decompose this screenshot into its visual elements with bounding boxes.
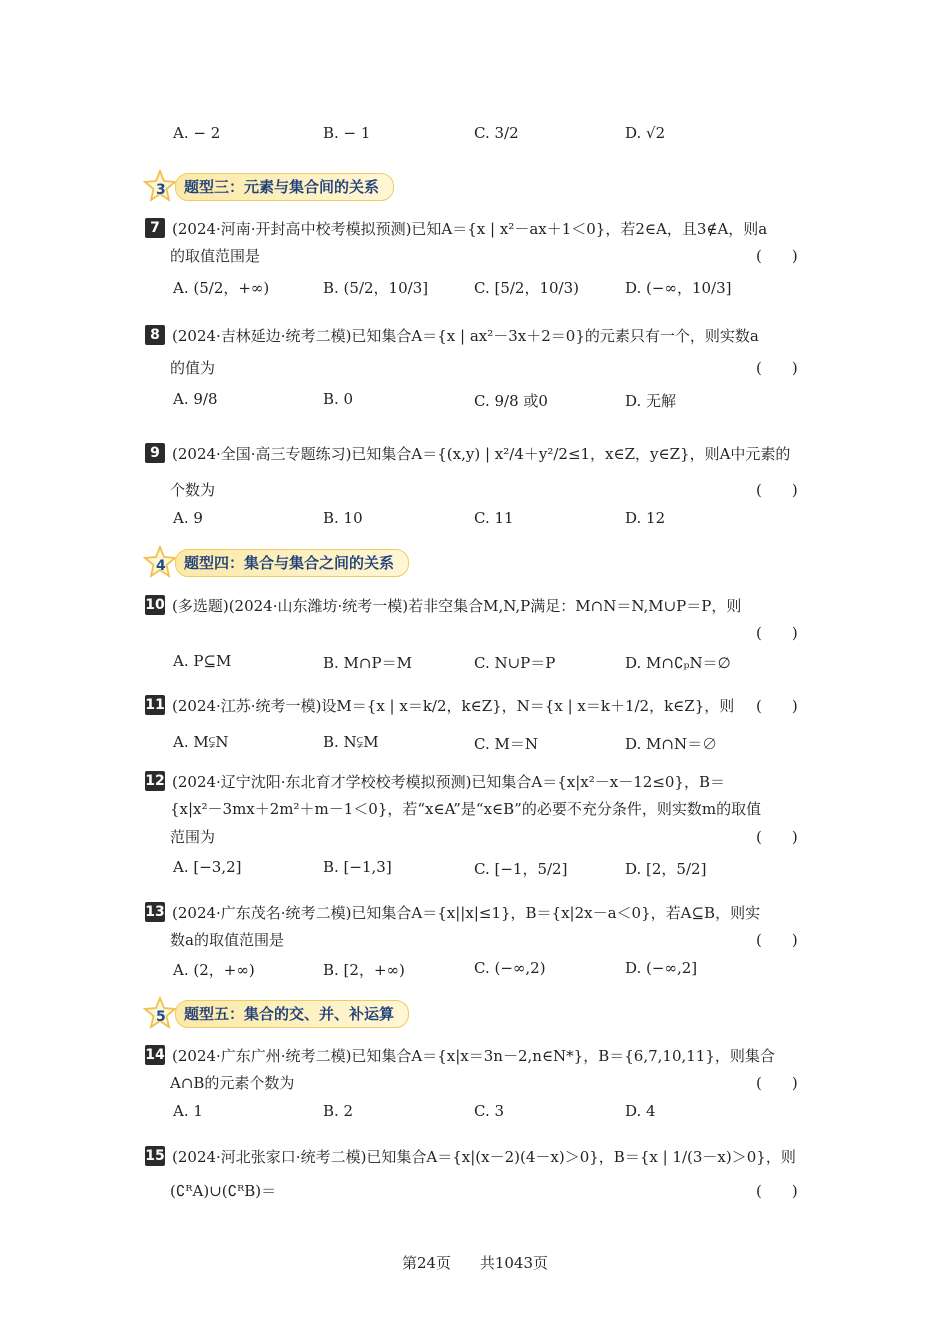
option-d: D. M∩∁ₚN＝∅ bbox=[625, 654, 731, 672]
page-number: 第24页 bbox=[401, 1254, 452, 1272]
question-number-12: 12 bbox=[145, 773, 165, 789]
option-b: B. 0 bbox=[323, 390, 354, 408]
option-b: B. − 1 bbox=[323, 124, 371, 142]
option-a: A. (5/2，+∞) bbox=[173, 279, 270, 297]
option-b: B. [−1,3] bbox=[323, 858, 392, 876]
option-a: A. (2，+∞) bbox=[173, 961, 255, 979]
question-7-line-2: 的取值范围是 bbox=[170, 247, 261, 265]
question-8-options bbox=[173, 390, 793, 420]
question-9-options bbox=[173, 509, 793, 539]
option-b: B. [2，+∞) bbox=[323, 961, 405, 979]
question-14-options bbox=[173, 1102, 793, 1132]
option-b: B. 2 bbox=[323, 1102, 354, 1120]
option-d: D. (−∞,2] bbox=[625, 959, 698, 977]
question-14-line-1: (2024·广东广州·统考二模)已知集合A＝{x|x＝3n－2,n∈N*}，B＝{6,7,10,11}，则集合 bbox=[172, 1047, 775, 1065]
question-7-options bbox=[173, 277, 793, 307]
question-9-line-2: 个数为 bbox=[170, 481, 216, 499]
answer-blank: ( ) bbox=[756, 697, 798, 715]
question-12-line-2: {x|x²－3mx＋2m²＋m－1＜0}，若“x∈A”是“x∈B”的必要不充分条件，则实数m的取值 bbox=[170, 800, 762, 818]
page-total: 共1043页 bbox=[479, 1254, 549, 1272]
option-c: C. [5/2，10/3) bbox=[474, 279, 580, 297]
question-14-line-2: A∩B的元素个数为 bbox=[170, 1074, 295, 1092]
option-d: D. 4 bbox=[625, 1102, 656, 1120]
question-number-11: 11 bbox=[145, 697, 165, 713]
option-b: B. N⫋M bbox=[323, 733, 379, 751]
question-15-line-1: (2024·河北张家口·统考二模)已知集合A＝{x|(x－2)(4－x)＞0}，B＝{x | 1/(3－x)＞0}，则 bbox=[172, 1148, 796, 1166]
question-number-9: 9 bbox=[145, 443, 165, 463]
answer-blank: ( ) bbox=[756, 828, 798, 846]
question-number-15: 15 bbox=[145, 1148, 165, 1164]
option-b: B. M∩P＝M bbox=[323, 654, 412, 672]
option-b: B. 10 bbox=[323, 509, 363, 527]
section-title: 题型四：集合与集合之间的关系 bbox=[175, 549, 409, 577]
question-13-line-2: 数a的取值范围是 bbox=[170, 931, 284, 949]
answer-blank: ( ) bbox=[756, 359, 798, 377]
question-15-line-2: (∁ᴿA)∪(∁ᴿB)＝ bbox=[170, 1182, 277, 1200]
option-a: A. 9 bbox=[173, 509, 203, 527]
question-number-14: 14 bbox=[145, 1047, 165, 1063]
option-c: C. N∪P＝P bbox=[474, 654, 556, 672]
question-10-line-1: (多选题)(2024·山东潍坊·统考一模)若非空集合M,N,P满足：M∩N＝N,M∪P＝P，则 bbox=[172, 597, 742, 615]
question-number-13: 13 bbox=[145, 904, 165, 920]
option-a: A. P⊆M bbox=[173, 652, 232, 670]
option-c: C. 3/2 bbox=[474, 124, 519, 142]
option-d: D. M∩N＝∅ bbox=[625, 735, 718, 753]
answer-blank: ( ) bbox=[756, 1074, 798, 1092]
question-13-line-1: (2024·广东茂名·统考二模)已知集合A＝{x||x|≤1}，B＝{x|2x－a＜0}，若A⊆B，则实 bbox=[172, 904, 761, 922]
page-footer bbox=[0, 1252, 950, 1273]
question-10-options bbox=[173, 652, 793, 682]
answer-blank: ( ) bbox=[756, 931, 798, 949]
answer-blank: ( ) bbox=[756, 481, 798, 499]
answer-blank: ( ) bbox=[756, 247, 798, 265]
option-c: C. 3 bbox=[474, 1102, 505, 1120]
option-a: A. M⫋N bbox=[173, 733, 229, 751]
section-number: 3 bbox=[156, 182, 166, 198]
question-number-8: 8 bbox=[145, 325, 165, 345]
option-d: D. [2，5/2] bbox=[625, 860, 707, 878]
question-13-options bbox=[173, 959, 793, 989]
section-number: 5 bbox=[156, 1009, 166, 1025]
question-11-options bbox=[173, 733, 793, 763]
answer-blank: ( ) bbox=[756, 1182, 798, 1200]
option-d: D. (−∞，10/3] bbox=[625, 279, 732, 297]
option-d: D. 12 bbox=[625, 509, 666, 527]
option-d: D. √2 bbox=[625, 124, 666, 142]
question-8-line-2: 的值为 bbox=[170, 359, 216, 377]
question-8-line-1: (2024·吉林延边·统考二模)已知集合A＝{x | ax²－3x＋2＝0}的元素只有一个，则实数a bbox=[172, 327, 759, 345]
question-7-line-1: (2024·河南·开封高中校考模拟预测)已知A＝{x | x²－ax＋1＜0}，若2∈A，且3∉A，则a bbox=[172, 220, 768, 238]
option-c: C. 11 bbox=[474, 509, 514, 527]
option-a: A. − 2 bbox=[173, 124, 221, 142]
option-a: A. 1 bbox=[173, 1102, 203, 1120]
option-d: D. 无解 bbox=[625, 392, 677, 410]
top-options bbox=[173, 124, 793, 154]
option-c: C. 9/8 或0 bbox=[474, 392, 548, 410]
question-number-10: 10 bbox=[145, 597, 165, 613]
option-a: A. [−3,2] bbox=[173, 858, 242, 876]
question-11-line-1: (2024·江苏·统考一模)设M＝{x | x＝k/2，k∈Z}，N＝{x | x＝k＋1/2，k∈Z}，则 bbox=[172, 697, 735, 715]
section-number: 4 bbox=[156, 558, 166, 574]
option-c: C. (−∞,2) bbox=[474, 959, 546, 977]
question-number-7: 7 bbox=[145, 218, 165, 238]
question-12-line-1: (2024·辽宁沈阳·东北育才学校校考模拟预测)已知集合A＝{x|x²－x－12≤0}，B＝ bbox=[172, 773, 726, 791]
answer-blank: ( ) bbox=[756, 624, 798, 642]
option-b: B. (5/2，10/3] bbox=[323, 279, 429, 297]
section-title: 题型五：集合的交、并、补运算 bbox=[175, 1000, 409, 1028]
question-9-line-1: (2024·全国·高三专题练习)已知集合A＝{(x,y) | x²/4＋y²/2≤1，x∈Z，y∈Z}，则A中元素的 bbox=[172, 445, 791, 463]
option-a: A. 9/8 bbox=[173, 390, 218, 408]
question-12-line-3: 范围为 bbox=[170, 828, 216, 846]
section-title: 题型三：元素与集合间的关系 bbox=[175, 173, 394, 201]
option-c: C. [−1，5/2] bbox=[474, 860, 568, 878]
question-12-options bbox=[173, 858, 793, 888]
option-c: C. M＝N bbox=[474, 735, 538, 753]
